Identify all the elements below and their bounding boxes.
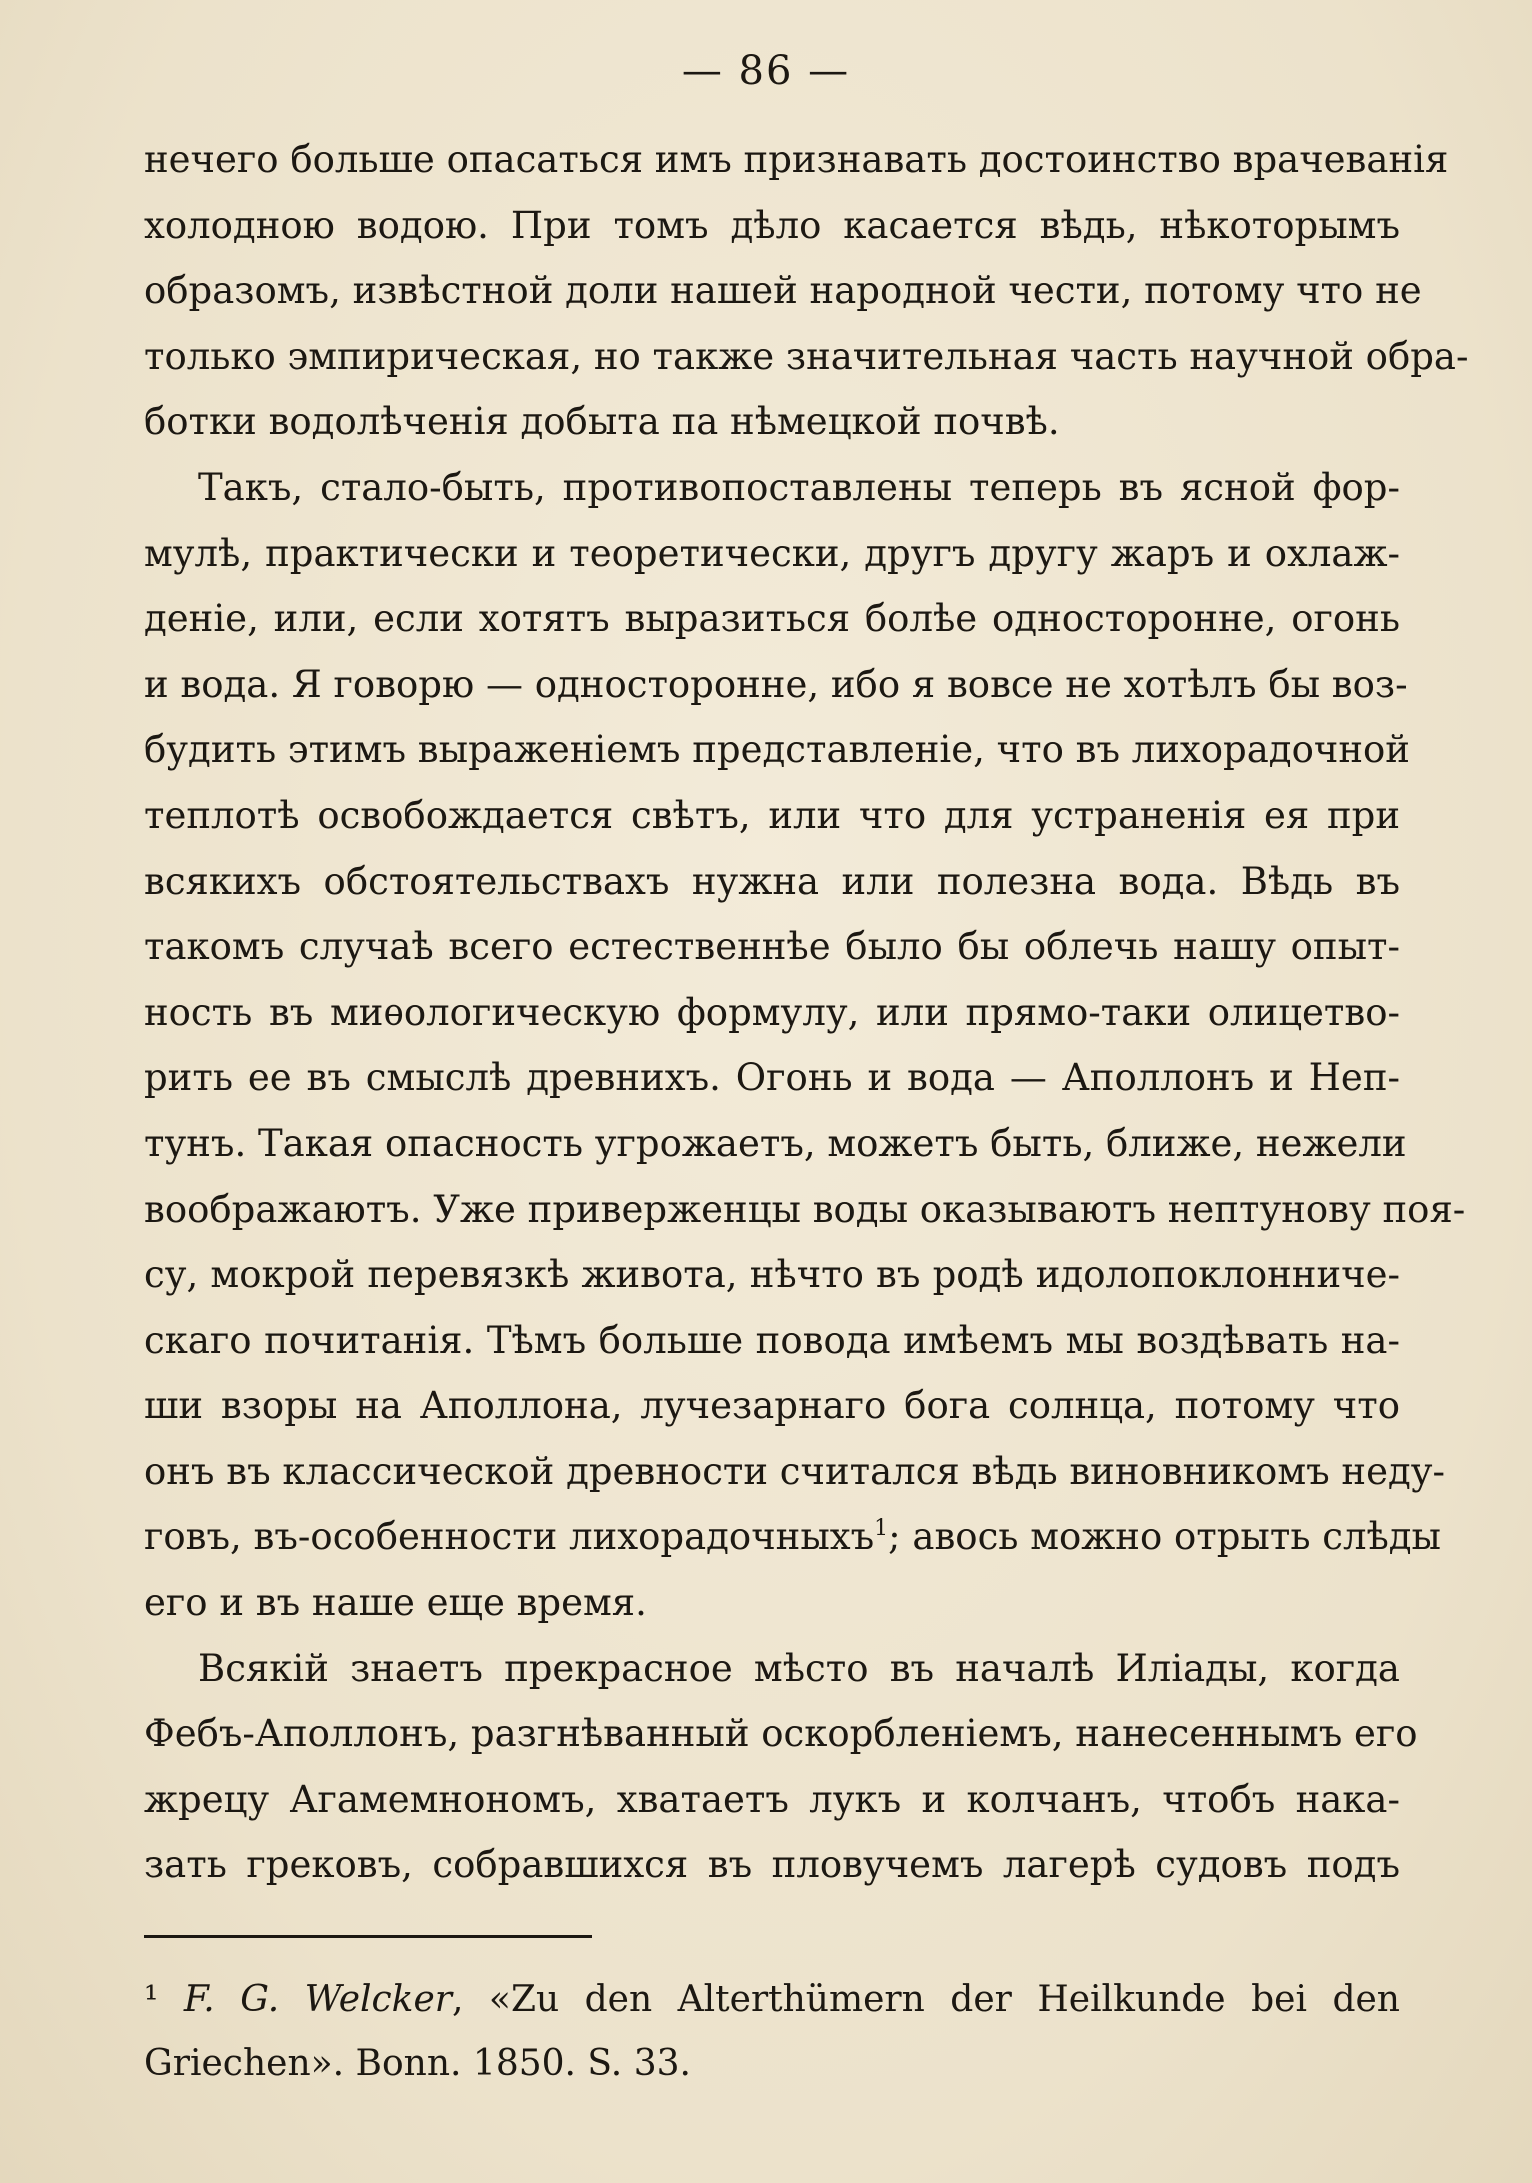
footnote-marker: ¹ bbox=[144, 1979, 159, 2020]
page-number: — 86 — bbox=[681, 48, 851, 94]
text-segment: ; авось можно отрыть слѣды bbox=[888, 1515, 1442, 1559]
footnote-author: F. G. Welcker bbox=[183, 1979, 452, 2020]
text-line: су, мокрой перевязкѣ живота, нѣчто въ родѣ идолопоклонниче- bbox=[144, 1253, 1400, 1297]
text-line: ность въ миѳологическую формулу, или прямо-таки олицетво- bbox=[144, 990, 1400, 1034]
footnote-citation: , «Zu den Alterthümern der Heilkunde bei den bbox=[452, 1979, 1400, 2020]
text-line: образомъ, извѣстной доли нашей народной чести, потому что не bbox=[144, 269, 1422, 313]
text-segment: говъ, въ-особенности лихорадочныхъ bbox=[144, 1515, 875, 1559]
text-line: его и въ наше еще время. bbox=[144, 1581, 647, 1625]
text-line: только эмпирическая, но также значительная часть научной обра- bbox=[144, 334, 1469, 378]
text-line: ши взоры на Аполлона, лучезарнаго бога солнца, потому что bbox=[144, 1384, 1400, 1428]
footnote-line bbox=[144, 1968, 1400, 2032]
text-line: такомъ случаѣ всего естественнѣе было бы облечь нашу опыт- bbox=[144, 925, 1400, 969]
footnote-line: Griechen». Bonn. 1850. S. 33. bbox=[144, 2043, 691, 2084]
text-line: ботки водолѣченія добыта па нѣмецкой почвѣ. bbox=[144, 400, 1060, 444]
text-line: онъ въ классической древности считался вѣдь виновникомъ неду- bbox=[144, 1449, 1446, 1493]
text-line: мулѣ, практически и теоретически, другъ другу жаръ и охлаж- bbox=[144, 531, 1400, 575]
text-line: и вода. Я говорю — односторонне, ибо я вовсе не хотѣлъ бы воз- bbox=[144, 662, 1408, 706]
text-line: будить этимъ выраженіемъ представленіе, что въ лихорадочной bbox=[144, 728, 1410, 772]
text-line: зать грековъ, собравшихся въ пловучемъ лагерѣ судовъ подъ bbox=[144, 1843, 1400, 1887]
paragraph-start: Всякій знаетъ прекрасное мѣсто въ началѣ Иліады, когда bbox=[198, 1646, 1400, 1690]
text-line: воображаютъ. Уже приверженцы воды оказываютъ нептунову поя- bbox=[144, 1187, 1466, 1231]
text-line-with-footnote-ref bbox=[144, 1504, 1442, 1570]
text-line: тунъ. Такая опасность угрожаетъ, можетъ быть, ближе, нежели bbox=[144, 1121, 1407, 1165]
footnote-reference[interactable]: 1 bbox=[874, 1516, 889, 1542]
text-line: нечего больше опасаться имъ признавать достоинство врачеванія bbox=[144, 138, 1449, 181]
body-text bbox=[144, 127, 1469, 1898]
text-line: теплотѣ освобождается свѣтъ, или что для устраненія ея при bbox=[144, 793, 1400, 837]
text-line: рить ее въ смыслѣ древнихъ. Огонь и вода — Аполлонъ и Неп- bbox=[144, 1056, 1400, 1100]
text-line: жрецу Агамемнономъ, хватаетъ лукъ и колчанъ, чтобъ нака- bbox=[144, 1777, 1400, 1821]
text-line: Фебъ-Аполлонъ, разгнѣванный оскорбленіемъ, нанесеннымъ его bbox=[144, 1712, 1418, 1756]
text-line: всякихъ обстоятельствахъ нужна или полезна вода. Вѣдь въ bbox=[144, 859, 1400, 903]
footnote-divider bbox=[144, 1935, 592, 1938]
footnote bbox=[144, 1968, 1400, 2096]
paragraph-start: Такъ, стало-быть, противопоставлены теперь въ ясной фор- bbox=[198, 465, 1400, 509]
text-line: скаго почитанія. Тѣмъ больше повода имѣемъ мы воздѣвать на- bbox=[144, 1318, 1400, 1362]
text-line: холодною водою. При томъ дѣло касается вѣдь, нѣкоторымъ bbox=[144, 203, 1400, 247]
text-line: деніе, или, если хотятъ выразиться болѣе односторонне, огонь bbox=[144, 597, 1400, 641]
